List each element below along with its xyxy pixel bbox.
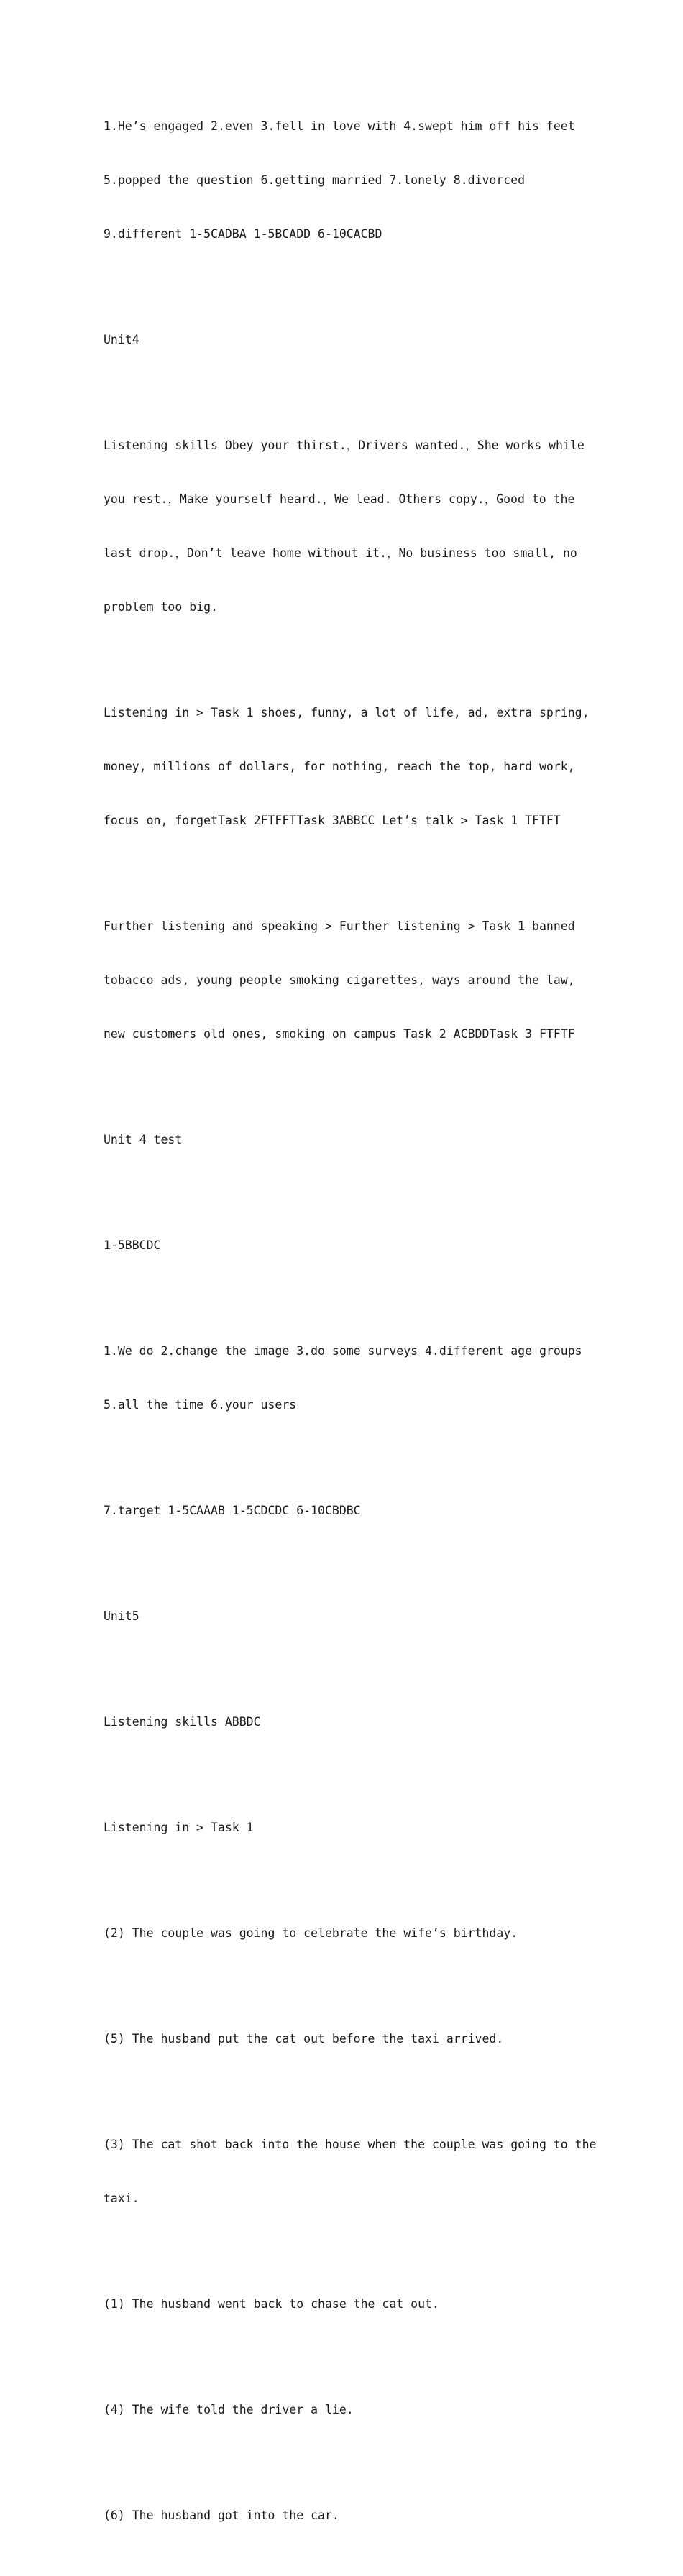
paragraph-unit3-answers	[104, 81, 592, 279]
text-line: last drop.，Don’t leave home without it.，No business too small, no	[104, 546, 577, 560]
list-item-5	[104, 1994, 592, 2084]
text-line: (4) The wife told the driver a lie.	[104, 2403, 354, 2416]
list-item-4	[104, 2365, 592, 2455]
text-line: Listening in > Task 1	[104, 1821, 254, 1834]
text-line: (5) The husband put the cat out before the taxi arrived.	[104, 2032, 504, 2046]
text-line: 1.He’s engaged 2.even 3.fell in love with 4.swept him off his feet	[104, 119, 575, 133]
list-item-6	[104, 2470, 592, 2560]
list-item-2	[104, 1888, 592, 1978]
text-line: 1.We do 2.change the image 3.do some surveys 4.different age groups	[104, 1344, 582, 1358]
text-line: 7.target 1-5CAAAB 1-5CDCDC 6-10CBDBC	[104, 1504, 361, 1517]
heading-unit4	[104, 295, 592, 385]
text-line: focus on, forgetTask 2FTFFTTask 3ABBCC Let’s talk > Task 1 TFTFT	[104, 814, 561, 827]
text-line: (3) The cat shot back into the house when the couple was going to the	[104, 2138, 597, 2151]
heading-unit5	[104, 1571, 592, 1661]
text-line: (2) The couple was going to celebrate the wife’s birthday.	[104, 1926, 518, 1940]
paragraph-unit4-test-part1	[104, 1200, 592, 1290]
text-line: tobacco ads, young people smoking cigarettes, ways around the law,	[104, 973, 575, 987]
text-line: 5.popped the question 6.getting married 7.lonely 8.divorced	[104, 173, 526, 187]
paragraph-unit4-test-part2	[104, 1306, 592, 1450]
text-line: problem too big.	[104, 600, 218, 614]
paragraph-unit5-listening-skills	[104, 1677, 592, 1767]
text-line: Further listening and speaking > Further listening > Task 1 banned	[104, 919, 575, 933]
text-line: Listening skills Obey your thirst.，Drivers wanted.，She works while	[104, 438, 585, 452]
list-item-1	[104, 2259, 592, 2349]
text-line: Listening skills ABBDC	[104, 1715, 261, 1729]
text-line: (1) The husband went back to chase the cat out.	[104, 2297, 439, 2311]
text-line: you rest.，Make yourself heard.，We lead. Others copy.，Good to the	[104, 492, 575, 506]
paragraph-unit4-listening-skills	[104, 400, 592, 652]
text-line: money, millions of dollars, for nothing, reach the top, hard work,	[104, 760, 575, 773]
paragraph-unit4-further-listening	[104, 881, 592, 1079]
text-line: Unit 4 test	[104, 1133, 183, 1146]
document-body	[104, 81, 597, 2576]
paragraph-unit5-listening-in	[104, 1782, 592, 1872]
text-line: (6) The husband got into the car.	[104, 2508, 339, 2522]
list-item-3	[104, 2099, 597, 2243]
text-line: new customers old ones, smoking on campus Task 2 ACBDDTask 3 FTFTF	[104, 1027, 575, 1041]
text-line: Unit4	[104, 333, 139, 346]
text-line: Listening in > Task 1 shoes, funny, a lot of life, ad, extra spring,	[104, 706, 590, 719]
paragraph-unit4-listening-in	[104, 668, 592, 865]
text-line: 5.all the time 6.your users	[104, 1398, 297, 1412]
text-line: Unit5	[104, 1609, 139, 1623]
paragraph-unit4-test-part3	[104, 1466, 592, 1555]
heading-unit4-test	[104, 1095, 592, 1184]
text-line: 9.different 1-5CADBA 1-5BCADD 6-10CACBD	[104, 227, 382, 241]
text-line: 1-5BBCDC	[104, 1238, 161, 1252]
text-line: taxi.	[104, 2191, 139, 2205]
